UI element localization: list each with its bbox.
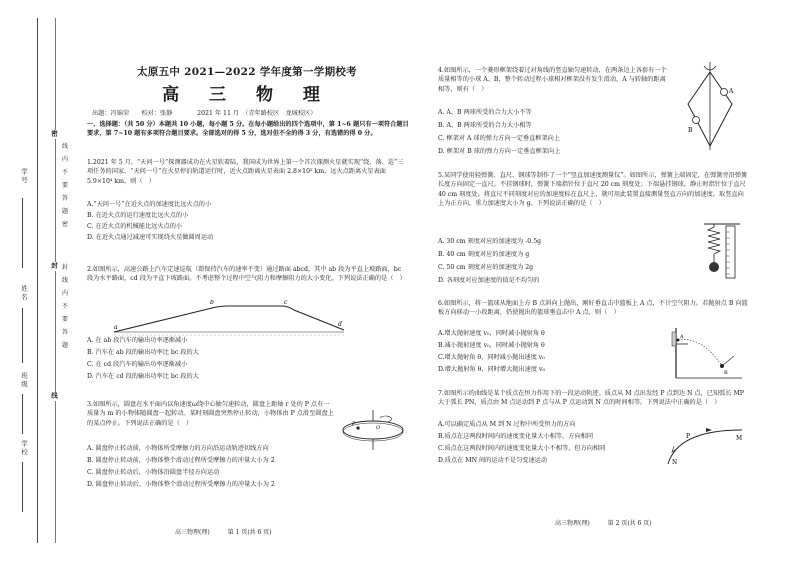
q7-option-b: B.质点在这两段时间内的速度变化量大小相等，方向相同 (438, 433, 594, 440)
q1-option-c: C. 在近火点的机械能比远火点的小 (87, 223, 183, 230)
q7-option-c: C.质点在这两段时间内的速度变化量大小不相等，但方向相同 (438, 445, 606, 452)
label-name: 姓名 (20, 285, 28, 302)
rhombus-label-b: B (688, 127, 693, 134)
basketball-label-a: A (680, 334, 684, 340)
q5-option-c: C. 50 cm 刻度对应的加速度为 2g (438, 264, 534, 271)
subject-title: 高 三 物 理 (162, 85, 332, 105)
road-label-c: c (284, 300, 288, 306)
label-student-id: 学号 (20, 168, 28, 185)
blank-name (22, 308, 23, 363)
blank-school (22, 462, 23, 512)
seal-word-2: 封 (50, 262, 58, 271)
rhombus-label-a: A (729, 88, 734, 95)
basketball-label-b: B (724, 370, 728, 376)
question-4-stem: 4.如图所示，一个菱形框架绕着过对角线的竖直轴匀速转动，在两条边上各套有一个质量相等的小球 A、B，整个转动过程小球相对框架没有发生滑动，A 与转轴的距离相等，则有（ ） (438, 67, 667, 93)
q5-option-d: D. 各刻度对应加速度的值是不均匀的 (438, 277, 540, 284)
q4-option-a: A. A、B 两球所受的合力大小不等 (438, 109, 532, 116)
blank-class (22, 394, 23, 434)
q2-option-d: D. 汽车在 cd 段的输出功率比 bc 段的大 (87, 373, 199, 380)
question-1-stem: 1.2021 年 5 月，“天问一号”探测器成功在火星软着陆，我国成为世界上第一个首次探测火星就实现“绕、落、巡”三项任务的国家。“天问一号”在火星停泊轨道运行时，近火点距离火星表面 2.8×10² km、远火点距离火星表面 5.9×10⁴ km，则（ ） (87, 159, 404, 185)
q2-option-b: B. 汽车在 ab 段的输出功率比 bc 段的大 (87, 349, 199, 356)
trajectory-figure (660, 426, 746, 466)
footer-page-2: 高三物理(理) 第 2 页(共 6 页) (555, 520, 652, 527)
q5-option-b: B. 40 cm 刻度对应的加速度为 g (438, 251, 530, 258)
seal-word-3: 线 (50, 392, 58, 401)
q1-option-a: A.“天问一号”在近火点的加速度比远火点的小 (87, 201, 212, 208)
q6-option-b: B.减小抛射速度 v₀，同时减小抛射角 θ (438, 342, 545, 349)
trajectory-label-m: M (736, 435, 743, 442)
q7-option-d: D.质点在 MN 间的运动不是匀变速运动 (438, 457, 548, 464)
section-instructions: 一、选择题：（共 50 分）本题共 10 小题，每小题 5 分。在每小题给出的四个选项中，第 1~6 题只有一项符合题目要求，第 7~10 题有多项符合题目要求。全部选对的得 5 分，选对但不全的得 3 分，有选错的得 0 分。 (87, 121, 409, 138)
basketball-figure (662, 326, 744, 380)
q1-option-d: D. 在近火点通过减速可实现绕火星做圆周运动 (87, 234, 214, 241)
road-label-b: b (210, 300, 214, 306)
footer-page-1: 高三物理(理) 第 1 页(共 6 页) (175, 529, 272, 536)
q3-option-a: A. 圆盘停止转动前，小物体所受摩擦力的方向沿运动轨迹切线方向 (87, 445, 269, 452)
trajectory-label-n: N (672, 459, 678, 466)
rhombus-figure (680, 60, 740, 152)
q4-option-b: B. A、B 两球所受的合力大小相等 (438, 122, 532, 129)
disk-figure (340, 408, 406, 452)
q3-option-c: C. 圆盘停止转动后，小物体沿圆盘半径方向运动 (87, 469, 220, 476)
q2-option-a: A. 在 ab 段汽车的输出功率逐渐减小 (87, 337, 188, 344)
question-3-stem: 3.如图所示，圆盘在水平面内以角速度ω绕中心轴匀速转动，圆盘上距轴 r 处的 P 点有一质量为 m 的小物体随圆盘一起转动。某时刻圆盘突然停止转动，小物体由 P 点滑至圆盘上的某点停止。下列说法正确的是（ ） (87, 401, 334, 427)
q6-option-a: A.增大抛射速度 v₀，同时减小抛射角 θ (438, 330, 545, 337)
blank-student-id (22, 198, 23, 268)
q5-option-a: A. 30 cm 刻度对应的加速度为 -0.5g (438, 238, 542, 245)
q1-option-b: B. 在近火点的运行速度比远火点的小 (87, 212, 189, 219)
road-label-a: a (114, 324, 118, 331)
exam-meta: 出题：冯锦荣 校对：张静 2021 年 11 月 （青年路校区 龙城校区） (92, 110, 317, 117)
q7-option-a: A.可以确定质点从 M 到 N 过程中所受恒力的方向 (438, 421, 576, 428)
seal-notes: 线 内 不 要 答 题 密 封 线 内 不 要 答 题 (62, 143, 69, 349)
q2-option-c: C. 在 cd 段汽车的输出功率逐渐减小 (87, 361, 188, 368)
seal-word-1: 密 (50, 130, 58, 139)
label-school: 学校 (20, 440, 28, 457)
road-figure (112, 300, 348, 336)
question-6-stem: 6.如图所示，将一篮球从地面上方 B 点斜向上抛出，刚好垂直击中篮板上 A 点，不计空气阻力。若抛射点 B 向篮板方向移动一小段距离，仍使抛出的篮球垂直击中 A 点，则（ ） (438, 300, 748, 317)
question-7-stem: 7.如图所示的曲线是某个质点在恒力作用下的一段运动轨迹。质点从 M 点出发经 P 点到达 N 点，已知弧长 MP 大于弧长 PN，质点由 M 点运动到 P 点与从 P 点运动到 N 点的时间相等。下列说法中正确的是（ ） (438, 390, 744, 407)
margin-line-left (37, 18, 38, 543)
margin-line-dashed (55, 18, 56, 543)
q3-option-d: D. 圆盘停止转动后，小物体整个滑动过程所受摩擦力的冲量大小为 2 (87, 481, 275, 488)
spring-figure (702, 222, 742, 282)
question-2-stem: 2.如图所示，高速公路上汽车定速巡航（即保持汽车的速率不变）通过路面 abcd，其中 ab 段为平直上坡路面，bc 段为水平路面，cd 段为平直下坡路面。不考虑整个过程中空气阻力和摩擦阻力的大小变化。下列说法正确的是（ ） (87, 266, 406, 283)
disk-label-p: P (352, 421, 356, 427)
q6-option-c: C.增大抛射角 θ，同时减小抛出速度 v₀ (438, 354, 545, 361)
trajectory-label-p: P (686, 433, 691, 440)
disk-label-o: O (376, 425, 381, 431)
exam-title: 太原五中 2021—2022 学年度第一学期校考 (137, 66, 357, 78)
q3-option-b: B. 圆盘停止转动前，小物体整个滑动过程所受摩擦力的冲量大小为 2 (87, 457, 275, 464)
q4-option-d: D. 框架对 B 球的弹力方向一定垂直框架向上 (438, 148, 561, 155)
label-class: 班级 (20, 372, 28, 389)
road-label-d: d (338, 321, 342, 328)
question-5-stem: 5.某同学使用轻弹簧、直尺、钢球等制作了一个“竖直加速度测量仪”。如图所示，弹簧上端固定，在弹簧旁沿弹簧长度方向固定一直尺。不挂钢球时，弹簧下端指针位于直尺 20 cm 刻度处；下端悬挂钢球，静止时指针位于直尺 40 cm 刻度处。将直尺不同刻度对应的加速度标在直尺上，就可用此装置直接测量竖直方向的加速度。取竖直向上为正方向，重力加速度大小为 g。下列说法正确的是（ ） (438, 172, 748, 207)
q6-option-d: D.增大抛射角 θ，同时增大抛出速度 v₀ (438, 366, 545, 373)
q4-option-c: C. 框架对 A 球的弹力方向一定垂直框架向上 (438, 135, 561, 142)
